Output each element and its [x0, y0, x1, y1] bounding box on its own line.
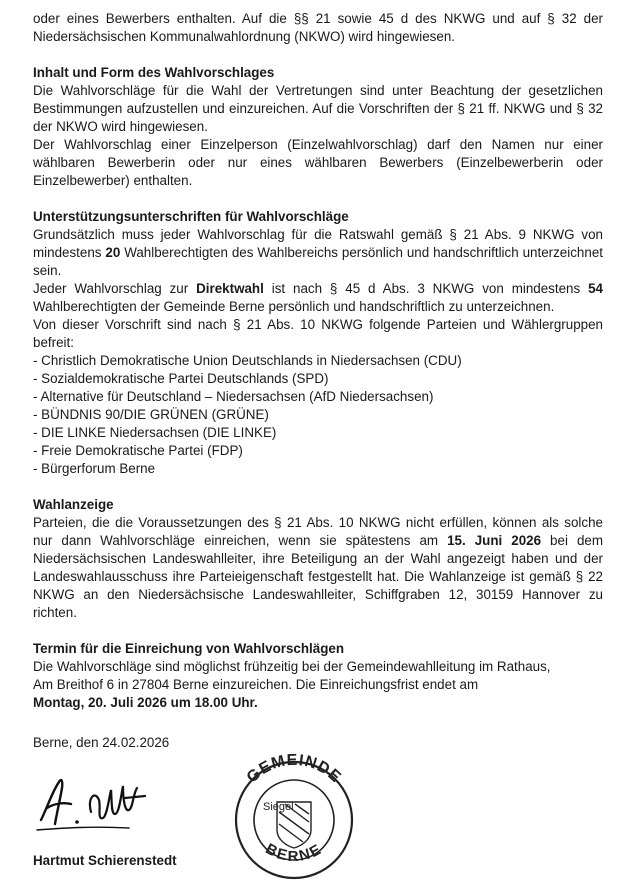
termin-line-2: Am Breithof 6 in 27804 Berne einzureichen. Die Einreichungsfrist endet am — [33, 677, 479, 692]
signature-count-direktwahl: 54 — [588, 281, 603, 296]
list-item: - Alternative für Deutschland – Niedersachsen (AfD Niedersachsen) — [33, 389, 434, 404]
svg-text:GEMEINDE — [244, 752, 345, 787]
list-item: - Freie Demokratische Partei (FDP) — [33, 443, 243, 458]
text-run: Wahlberechtigten des Wahlbereichs persönlich und handschriftlich unterzeichnet sein. — [33, 245, 603, 278]
text-run: Jeder Wahlvorschlag zur — [33, 281, 197, 296]
unterstuetzung-paragraph-1 — [33, 226, 603, 280]
termin-deadline — [33, 694, 603, 712]
text-run: bei dem Niedersächsischen Landeswahlleiter, ihre Beteiligung an der Wahl angezeigt haben und der Landeswahlausschuss ihre Parteieigenschaft festgestellt hat. Die Wahlanzeige ist gemäß § 22 NKWG an den Niedersächsische Landeswahlleiter, Schiffgraben 12, 30159 Hannover zu richten. — [33, 533, 603, 620]
signature-area — [33, 751, 603, 872]
seal-label: Siegel — [263, 801, 294, 813]
party-list — [33, 352, 603, 478]
heading-inhalt: Inhalt und Form des Wahlvorschlages — [33, 65, 275, 80]
official-seal-icon — [219, 750, 369, 880]
svg-text:BERNE — [263, 840, 326, 865]
heading-wahlanzeige: Wahlanzeige — [33, 497, 114, 512]
intro-paragraph: oder eines Bewerbers enthalten. Auf die §§ 21 sowie 45 d des NKWG und auf § 32 der Niedersächsischen Kommunalwahlordnung (NKWO) wird hingewiesen. — [33, 11, 603, 44]
text-run: Wahlberechtigten der Gemeinde Berne persönlich und handschriftlich zu unterzeichnen. — [33, 299, 555, 314]
list-item: - Bürgerforum Berne — [33, 461, 156, 476]
inhalt-paragraph-1: Die Wahlvorschläge für die Wahl der Vertretungen sind unter Beachtung der gesetzlichen Bestimmungen aufzustellen und einzureichen. Auf die Vorschriften der § 21 ff. NKWG und § 32 der NKWO wird hingewiesen. — [33, 83, 603, 134]
list-item: - BÜNDNIS 90/DIE GRÜNEN (GRÜNE) — [33, 407, 269, 422]
signature-count-ratswahl: 20 — [105, 245, 121, 260]
signer-name: Hartmut Schierenstedt — [33, 853, 177, 868]
wahlanzeige-paragraph — [33, 514, 603, 622]
heading-termin: Termin für die Einreichung von Wahlvorschlägen — [33, 641, 345, 656]
inhalt-paragraph-2: Der Wahlvorschlag einer Einzelperson (Einzelwahlvorschlag) darf den Namen nur einer wählbaren Bewerberin oder nur eines wählbaren Bewerbers (Einzelbewerberin oder Einzelbewerber) enthalten. — [33, 137, 603, 188]
termin-line-1: Die Wahlvorschläge sind möglichst frühzeitig bei der Gemeindewahlleitung im Rathaus, — [33, 659, 551, 674]
list-item: - Sozialdemokratische Partei Deutschlands (SPD) — [33, 371, 329, 386]
heading-unterstuetzung: Unterstützungsunterschriften für Wahlvorschläge — [33, 209, 349, 224]
deadline-einreichung: Montag, 20. Juli 2026 um 18.00 Uhr. — [33, 695, 258, 710]
place-date: Berne, den 24.02.2026 — [33, 735, 170, 750]
seal-bottom-text: BERNE — [262, 840, 326, 865]
handwritten-signature-icon — [33, 768, 153, 838]
text-run: Parteien, die die Voraussetzungen des § 21 Abs. 10 NKWG nicht erfüllen, können als solche nur dann Wahlvorschläge einreichen, wenn sie spätestens am — [33, 515, 603, 548]
text-run: Grundsätzlich muss jeder Wahlvorschlag für die Ratswahl gemäß § 21 Abs. 9 NKWG von mindestens — [33, 227, 603, 260]
deadline-wahlanzeige: 15. Juni 2026 — [447, 533, 542, 548]
text-run: ist nach § 45 d Abs. 3 NKWG von mindestens — [263, 281, 589, 296]
direktwahl-emphasis: Direktwahl — [196, 281, 264, 296]
list-item: - DIE LINKE Niedersachsen (DIE LINKE) — [33, 425, 277, 440]
document-page — [33, 10, 603, 872]
unterstuetzung-paragraph-3: Von dieser Vorschrift sind nach § 21 Abs. 10 NKWG folgende Parteien und Wählergruppen befreit: — [33, 317, 603, 350]
unterstuetzung-paragraph-2 — [33, 280, 603, 316]
seal-top-text: GEMEINDE — [243, 751, 345, 787]
list-item: - Christlich Demokratische Union Deutschlands in Niedersachsen (CDU) — [33, 353, 462, 368]
